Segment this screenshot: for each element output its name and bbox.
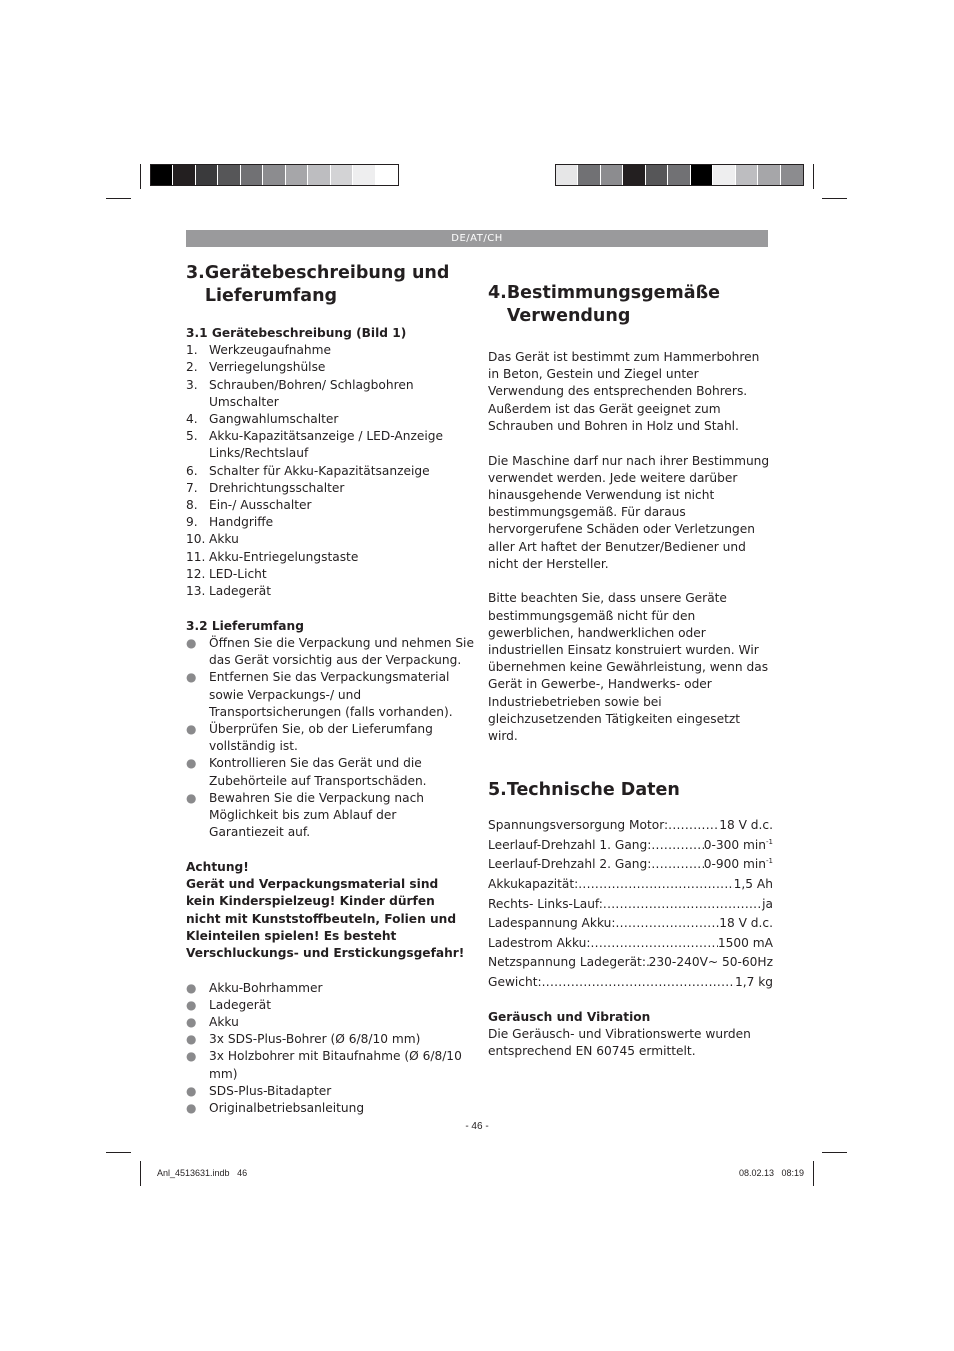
color-swatch (286, 165, 308, 185)
step-item (186, 790, 474, 842)
warning-title: Achtung! (186, 859, 249, 874)
item-number: 11. (186, 549, 206, 564)
spec-row (488, 973, 773, 993)
bullet-icon: ● (186, 670, 197, 685)
item-text: Öffnen Sie die Verpackung und nehmen Sie das Gerät vorsichtig aus der Verpackung. (209, 635, 474, 668)
content-item (186, 980, 474, 997)
item-text: Akku-Kapazitätsanzeige / LED-Anzeige Links/Rechtslauf (209, 429, 443, 461)
bullet-icon: ● (186, 1015, 197, 1030)
item-text: Schrauben/Bohren/ Schlagbohren Umschalter (209, 377, 414, 409)
content-item (186, 1031, 474, 1048)
bullet-icon: ● (186, 997, 197, 1012)
parts-list-item (186, 583, 474, 600)
file-info: Anl_4513631.indb 46 (157, 1168, 248, 1178)
item-number: 7. (186, 480, 198, 495)
leader-dots (590, 934, 717, 954)
content-item (186, 1083, 474, 1100)
spec-value: ja (762, 896, 773, 911)
spec-value-wrap (719, 914, 773, 934)
spec-value-wrap (704, 836, 773, 856)
spec-unit-exponent: -1 (766, 837, 773, 846)
parts-list-item (186, 497, 474, 514)
section-title: Technische Daten (506, 780, 680, 801)
leader-dots (668, 816, 719, 836)
step-item (186, 669, 474, 721)
bullet-icon: ● (186, 721, 197, 736)
paragraph: Bitte beachten Sie, dass unsere Geräte bestimmungsgemäß nicht für den gewerblichen, handwerklichen oder industriellen Einsatz konstruiert wurden. Wir übernehmen keine Gewährleistung, wenn das Gerät in Gewerbe-, Handwerks- oder Industriebetrieben sowie bei gleichzusetzenden Tätigkeiten eingesetzt wird. (488, 591, 769, 744)
spec-value-wrap (735, 973, 773, 993)
parts-list-item (186, 463, 474, 480)
item-text: 3x SDS-Plus-Bohrer (Ø 6/8/10 mm) (209, 1032, 421, 1047)
content-item (186, 1100, 474, 1117)
bullet-icon: ● (186, 1032, 197, 1047)
item-text: Kontrollieren Sie das Gerät und die Zubehörteile auf Transportschäden. (209, 756, 427, 788)
color-swatch (331, 165, 353, 185)
subsection-title: 3.1 Gerätebeschreibung (Bild 1) (186, 326, 407, 340)
right-column (488, 282, 773, 1060)
region-header-band (186, 230, 768, 247)
spec-value-wrap (734, 875, 773, 895)
leader-dots (651, 836, 703, 856)
spec-label: Gewicht: (488, 975, 542, 990)
parts-list-item (186, 377, 474, 411)
spec-value-wrap (704, 855, 773, 875)
leader-dots (603, 895, 762, 915)
item-text: Ladegerät (209, 584, 271, 599)
spec-row (488, 875, 773, 895)
bullet-icon: ● (186, 1101, 197, 1116)
spec-row (488, 816, 773, 836)
spec-value: 18 V d.c. (719, 818, 773, 833)
spec-label: Ladestrom Akku: (488, 935, 591, 950)
spec-row (488, 855, 773, 875)
item-number: 13. (186, 584, 206, 599)
parts-list (186, 342, 474, 600)
bullet-icon: ● (186, 635, 197, 650)
item-number: 4. (186, 412, 198, 427)
color-swatch (736, 165, 758, 185)
item-number: 5. (186, 429, 198, 444)
delivery-contents-list (186, 980, 474, 1118)
item-number: 9. (186, 515, 198, 530)
spec-value: 0-900 min (703, 857, 767, 872)
item-text: Bewahren Sie die Verpackung nach Möglichkeit bis zum Ablauf der Garantiezeit auf. (209, 790, 425, 840)
paragraph: Die Maschine darf nur nach ihrer Bestimmung verwendet werden. Jede weitere darüber hinausgehende Verwendung ist nicht bestimmungsgemäß. Für daraus hervorgerufene Schäden oder Verletzungen aller Art haftet der Benutzer/Bediener und nicht der Hersteller. (488, 453, 770, 571)
item-number: 6. (186, 463, 198, 478)
spec-value-wrap (718, 934, 773, 954)
leader-dots (578, 875, 733, 895)
spec-value: 1,5 Ah (733, 877, 773, 892)
color-swatch (353, 165, 375, 185)
section-title: Gerätebeschreibung und Lieferumfang (204, 263, 450, 306)
color-swatch (623, 165, 645, 185)
item-number: 12. (186, 566, 206, 581)
section-number: 3. (186, 263, 205, 283)
parts-list-item (186, 531, 474, 548)
bullet-icon: ● (186, 790, 197, 805)
parts-list-item (186, 342, 474, 359)
parts-list-item (186, 480, 474, 497)
spec-label: Spannungsversorgung Motor: (488, 818, 669, 833)
crop-mark (106, 1152, 131, 1153)
item-text: Akku-Bohrhammer (209, 980, 323, 995)
spec-value: 0-300 min (703, 837, 767, 852)
content-item (186, 1014, 474, 1031)
content-item (186, 1048, 474, 1082)
spec-label: Leerlauf-Drehzahl 1. Gang: (488, 837, 652, 852)
region-label: DE/AT/CH (451, 233, 503, 244)
subsection-title: Geräusch und Vibration (488, 1009, 651, 1024)
page-number: - 46 - (465, 1121, 489, 1132)
crop-mark (813, 1161, 814, 1186)
color-swatch (691, 165, 713, 185)
item-text: Originalbetriebsanleitung (209, 1101, 365, 1116)
step-item (186, 755, 474, 789)
leader-dots (651, 855, 703, 875)
crop-mark (822, 198, 847, 199)
step-item (186, 721, 474, 755)
unpacking-steps-list (186, 635, 474, 841)
color-swatch (713, 165, 735, 185)
bullet-icon: ● (186, 756, 197, 771)
item-number: 3. (186, 377, 198, 392)
item-number: 10. (186, 532, 206, 547)
spec-value: 18 V d.c. (719, 916, 773, 931)
color-swatch (308, 165, 330, 185)
left-column (186, 262, 474, 1117)
section-3-heading (186, 262, 474, 308)
item-text: Akku (209, 532, 239, 547)
print-date: 08.02.13 08:19 (738, 1168, 804, 1178)
spec-value-wrap (719, 816, 773, 836)
item-number: 8. (186, 498, 198, 513)
item-text: Überprüfen Sie, ob der Lieferumfang vollständig ist. (209, 721, 433, 754)
crop-mark (813, 164, 814, 189)
crop-mark (822, 1152, 847, 1153)
section-title: Bestimmungsgemäße Verwendung (506, 283, 721, 326)
item-text: Gangwahlumschalter (209, 412, 339, 427)
bullet-icon: ● (186, 1049, 197, 1064)
spec-row (488, 895, 773, 915)
paragraph: Das Gerät ist bestimmt zum Hammerbohren in Beton, Gestein und Ziegel unter Verwendung des entsprechenden Bohrers. Außerdem ist das Gerät geeignet zum Schrauben und Bohren in Holz und Stahl. (488, 350, 760, 433)
leader-dots (615, 914, 719, 934)
color-swatch (263, 165, 285, 185)
subsection-title: 3.2 Lieferumfang (186, 618, 304, 633)
parts-list-item (186, 514, 474, 531)
item-text: Werkzeugaufnahme (209, 343, 332, 358)
content-item (186, 997, 474, 1014)
color-swatch (758, 165, 780, 185)
spec-label: Rechts- Links-Lauf: (488, 896, 603, 911)
paragraph: Die Geräusch- und Vibrationswerte wurden entsprechend EN 60745 ermittelt. (488, 1026, 751, 1059)
color-swatch (781, 165, 803, 185)
item-text: Ladegerät (209, 997, 271, 1012)
spec-label: Ladespannung Akku: (488, 916, 616, 931)
item-text: Drehrichtungsschalter (209, 480, 345, 495)
item-text: LED-Licht (209, 566, 267, 581)
parts-list-item (186, 549, 474, 566)
bullet-icon: ● (186, 1083, 197, 1098)
item-text: Verriegelungshülse (209, 360, 326, 375)
spec-row (488, 914, 773, 934)
color-swatch (556, 165, 578, 185)
item-text: Akku (209, 1015, 239, 1030)
item-text: 3x Holzbohrer mit Bitaufnahme (Ø 6/8/10 mm) (209, 1049, 462, 1081)
spec-row (488, 934, 773, 954)
spec-value-wrap (762, 895, 773, 915)
color-calibration-bar-right (555, 164, 804, 186)
color-swatch (578, 165, 600, 185)
color-swatch (241, 165, 263, 185)
color-swatch (218, 165, 240, 185)
parts-list-item (186, 428, 474, 462)
item-text: Ein-/ Ausschalter (209, 498, 312, 513)
crop-mark (106, 198, 131, 199)
item-text: Akku-Entriegelungstaste (209, 549, 359, 564)
spec-value: 1500 mA (717, 935, 773, 950)
item-text: SDS-Plus-Bitadapter (209, 1083, 332, 1098)
section-4-heading (488, 282, 773, 328)
crop-mark (140, 1161, 141, 1186)
parts-list-item (186, 359, 474, 376)
spec-value: 1,7 kg (734, 975, 773, 990)
parts-list-item (186, 566, 474, 583)
section-5-heading (488, 779, 773, 802)
technical-data-table (488, 816, 773, 992)
color-swatch (668, 165, 690, 185)
spec-unit-exponent: -1 (766, 857, 773, 866)
color-swatch (601, 165, 623, 185)
spec-value-wrap (649, 953, 773, 973)
section-number: 5. (488, 780, 507, 801)
crop-mark (140, 164, 141, 189)
color-swatch (646, 165, 668, 185)
spec-row (488, 836, 773, 856)
color-swatch (196, 165, 218, 185)
step-item (186, 635, 474, 669)
spec-value: 230-240V~ 50-60Hz (648, 955, 773, 970)
spec-label: Akkukapazität: (488, 877, 579, 892)
spec-label: Leerlauf-Drehzahl 2. Gang: (488, 857, 652, 872)
color-swatch (173, 165, 195, 185)
item-number: 1. (186, 343, 198, 358)
item-number: 2. (186, 360, 198, 375)
item-text: Handgriffe (209, 515, 274, 530)
color-swatch (151, 165, 173, 185)
warning-text: Gerät und Verpackungsmaterial sind kein Kinderspielzeug! Kinder dürfen nicht mit Kunststoffbeuteln, Folien und Kleinteilen spielen! Es besteht Verschluckungs- und Erstickungsgefahr! (186, 877, 465, 960)
color-calibration-bar-left (150, 164, 399, 186)
parts-list-item (186, 411, 474, 428)
spec-label: Netzspannung Ladegerät: (488, 955, 646, 970)
item-text: Entfernen Sie das Verpackungsmaterial sowie Verpackungs-/ und Transportsicherungen (falls vorhanden). (209, 670, 453, 719)
item-text: Schalter für Akku-Kapazitätsanzeige (209, 463, 430, 478)
section-number: 4. (488, 283, 507, 303)
color-swatch (376, 165, 398, 185)
leader-dots (542, 973, 735, 993)
spec-row (488, 953, 773, 973)
bullet-icon: ● (186, 980, 197, 995)
